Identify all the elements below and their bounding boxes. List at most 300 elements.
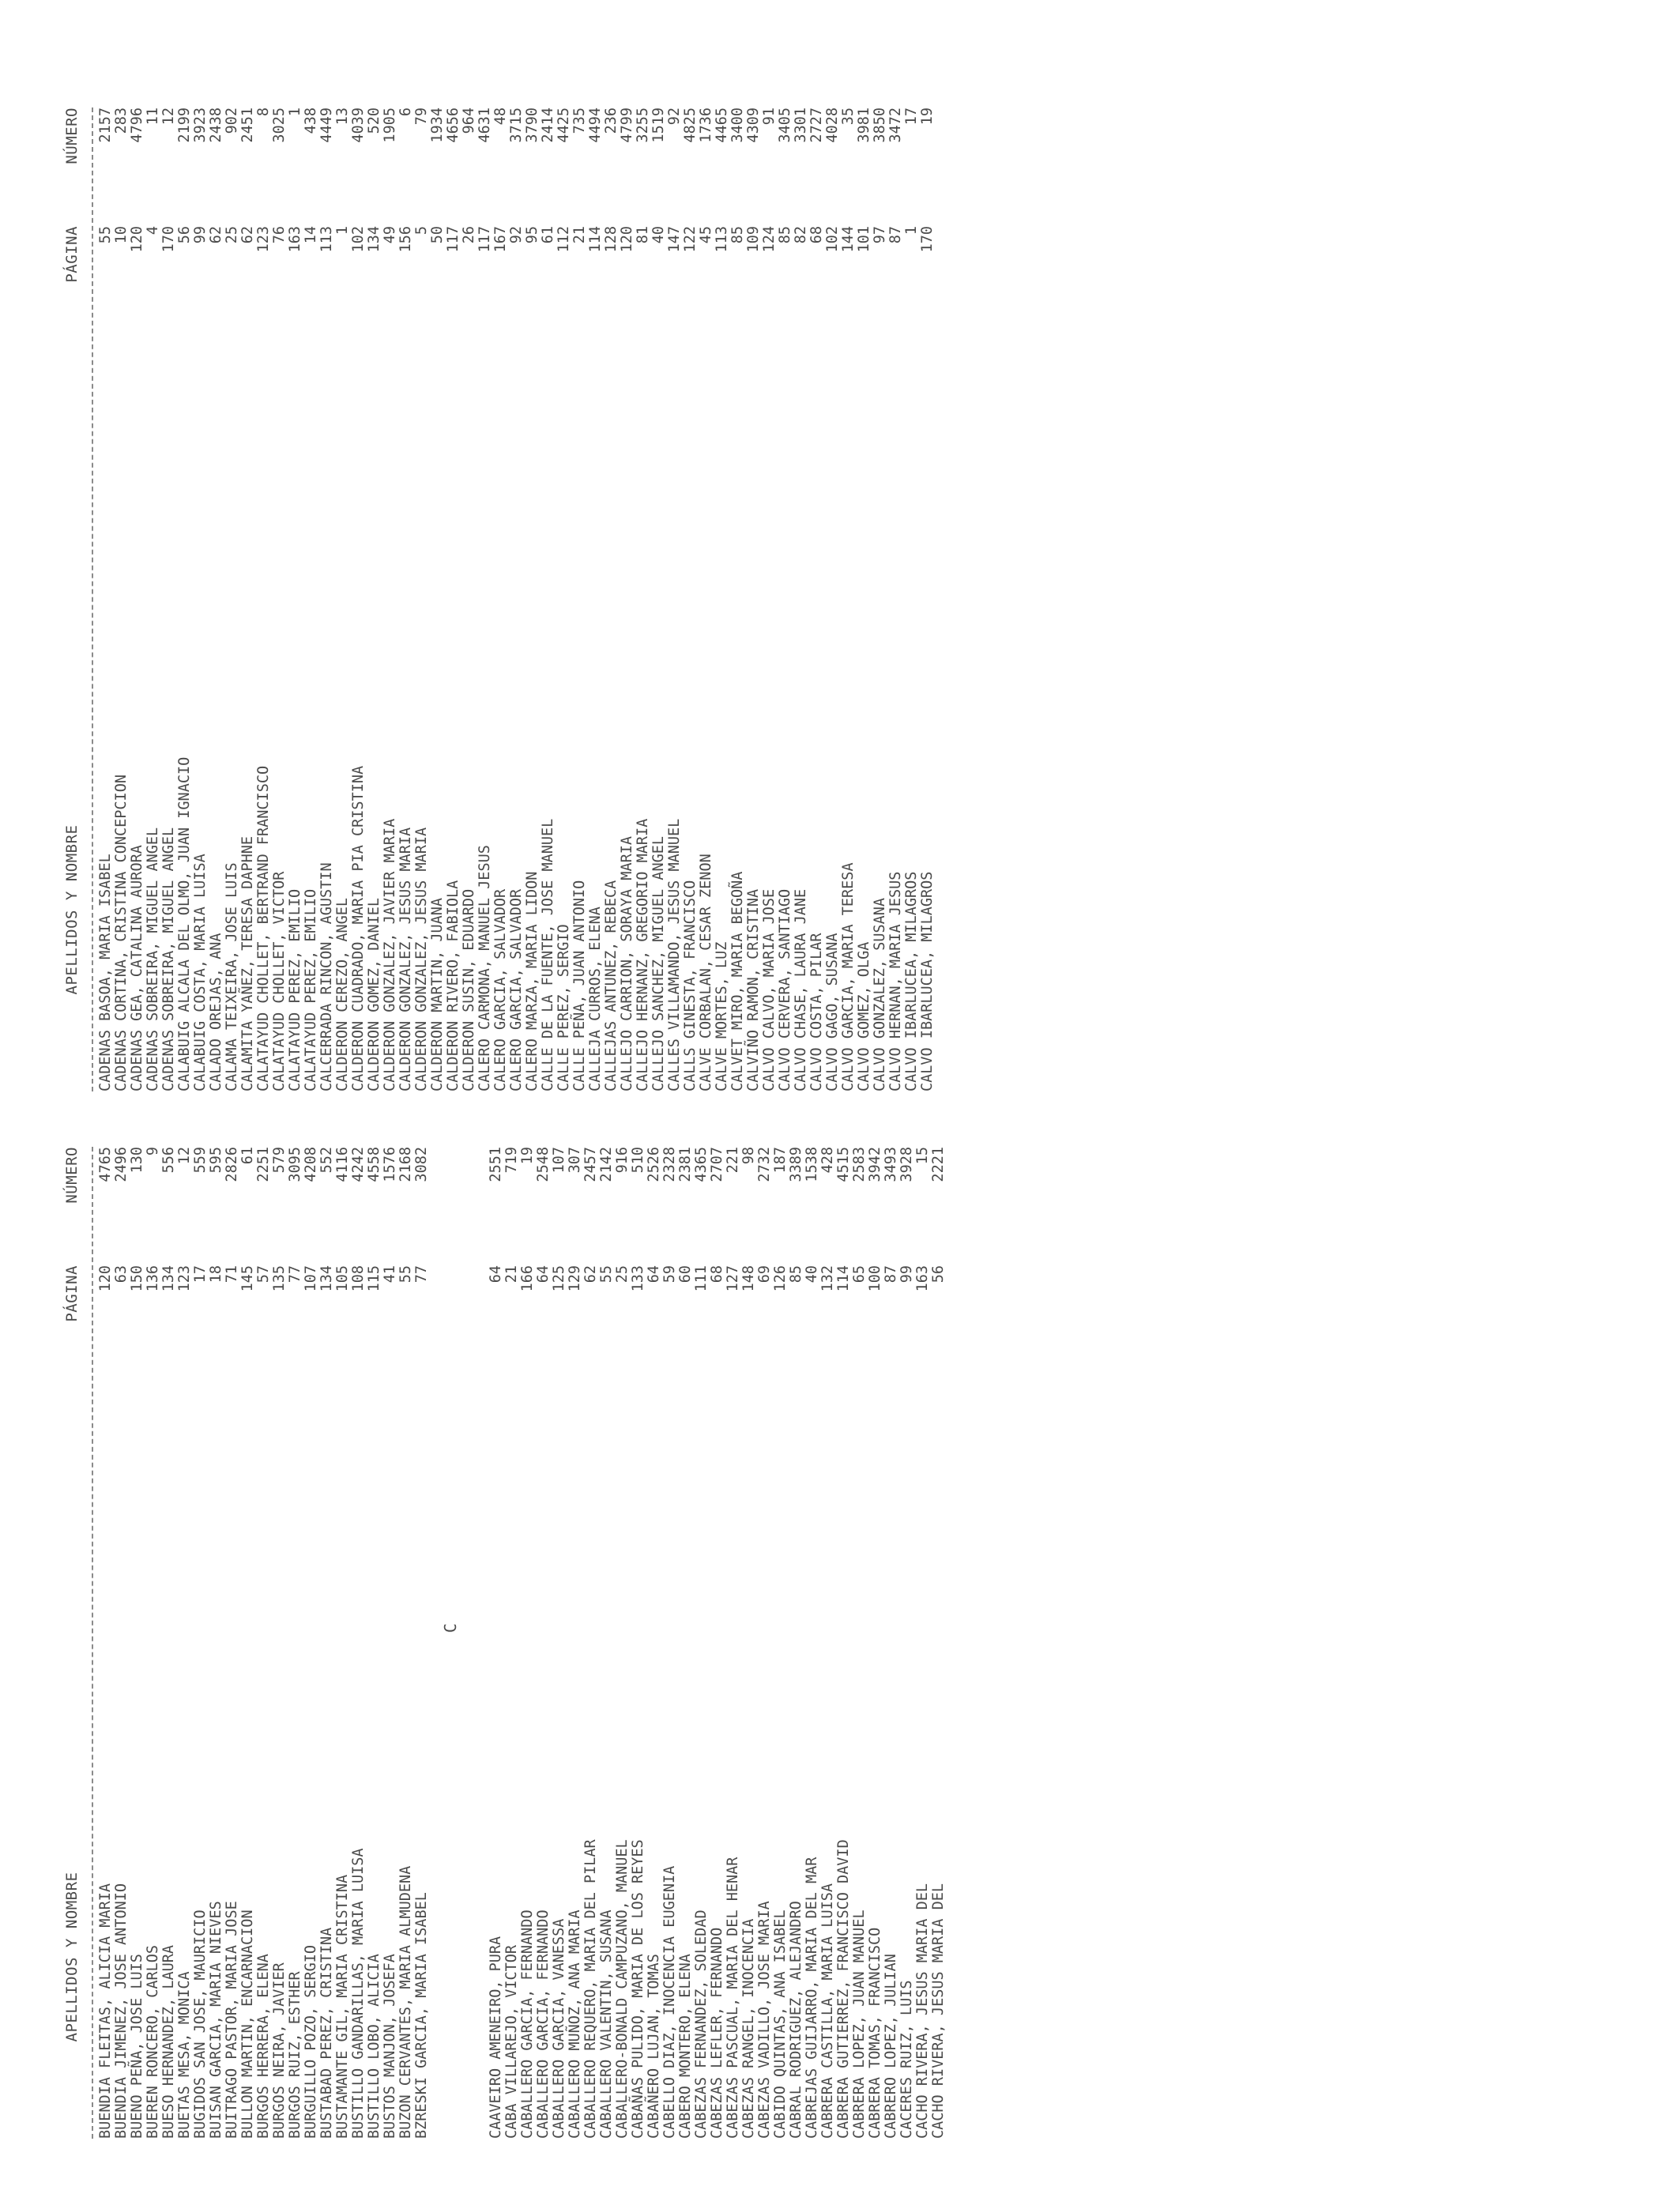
- header-name: APELLIDOS Y NOMBRE: [63, 824, 81, 995]
- entry-number: 552: [318, 1147, 335, 1174]
- entry-name: CABALLERO VALENTIN, SUSANA: [598, 1909, 615, 2139]
- header-number: NÚMERO: [63, 107, 81, 164]
- entry-name: CALDERON GONZALEZ, JAVIER MARIA: [382, 818, 398, 1091]
- entry-page: 87: [887, 226, 904, 244]
- entry-number: 8: [255, 107, 272, 117]
- list-item: [804, 1147, 820, 2139]
- entry-name: CABREJAS GUIJARRO, MARIA DEL MAR: [804, 1857, 820, 2139]
- entry-name: CALVO HERNAN, MARIA JESUS: [887, 871, 904, 1091]
- entry-number: 3928: [898, 1147, 915, 1182]
- entry-name: CALAMA TEIXEIRA, JOSE LUIS: [224, 862, 240, 1091]
- list-item: [741, 1147, 757, 2139]
- entry-number: 3981: [856, 107, 872, 143]
- entry-page: 77: [287, 1265, 303, 1284]
- entry-number: 283: [113, 107, 130, 134]
- entry-number: 92: [666, 107, 683, 126]
- entry-page: 132: [819, 1265, 836, 1292]
- list-item: [714, 107, 730, 1091]
- entry-name: BUENO PEÑA, JOSE LUIS: [129, 1954, 145, 2139]
- list-item: [920, 107, 936, 1091]
- list-item: [825, 107, 841, 1091]
- entry-number: 3095: [287, 1147, 303, 1182]
- entry-number: 2157: [97, 107, 114, 143]
- entry-page: 61: [540, 226, 556, 244]
- entry-name: CABELLO DIAZ, INOCENCIA EUGENIA: [661, 1865, 678, 2139]
- entry-page: 170: [160, 226, 177, 253]
- list-item: [351, 1147, 367, 2139]
- entry-page: 25: [224, 226, 240, 244]
- list-item: [335, 1147, 351, 2139]
- entry-page: 156: [397, 226, 414, 253]
- list-item: [488, 1147, 504, 2139]
- entries-list-b: [98, 1147, 430, 2139]
- list-item: [651, 107, 667, 1091]
- entry-page: 144: [840, 226, 857, 253]
- entry-page: 81: [635, 226, 651, 244]
- entry-name: BUITRAGO PASTOR, MARIA JOSE: [224, 1901, 240, 2139]
- entry-number: 2727: [808, 107, 825, 143]
- entry-page: 102: [350, 226, 367, 253]
- entry-name: BUENDIA FLEITAS, ALICIA MARIA: [97, 1883, 114, 2139]
- list-item: [710, 1147, 725, 2139]
- entry-name: CALERO CARMONA, MANUEL JESUS: [477, 845, 493, 1091]
- entry-number: 12: [176, 1147, 193, 1165]
- entry-page: 62: [582, 1265, 599, 1284]
- list-item: [130, 107, 145, 1091]
- entry-page: 62: [208, 226, 224, 244]
- entry-name: CABALLERO-BONALD CAMPUZANO, MANUEL: [614, 1839, 631, 2139]
- entry-number: 559: [192, 1147, 209, 1174]
- list-item: [351, 107, 367, 1091]
- entry-number: 9: [145, 1147, 161, 1156]
- entry-number: 2438: [208, 107, 224, 143]
- list-item: [757, 1147, 773, 2139]
- entry-page: 25: [614, 1265, 631, 1284]
- entry-number: 1576: [382, 1147, 398, 1182]
- list-item: [335, 107, 351, 1091]
- list-item: [868, 1147, 883, 2139]
- list-item: [272, 1147, 288, 2139]
- entry-name: CABRERA CASTILLA, MARIA LUISA: [819, 1883, 836, 2139]
- entry-number: 1519: [650, 107, 667, 143]
- entry-name: CALERO GARCIA, SALVADOR: [492, 888, 509, 1091]
- entry-name: CABA VILLAREJO, VICTOR: [503, 1944, 520, 2139]
- list-item: [367, 107, 382, 1091]
- entry-page: 65: [851, 1265, 868, 1284]
- entry-number: 98: [740, 1147, 757, 1165]
- entry-number: 236: [603, 107, 620, 134]
- entry-number: 4558: [366, 1147, 382, 1182]
- list-item: [820, 1147, 836, 2139]
- entry-name: CALADO OREJAS, ANA: [208, 933, 224, 1091]
- entry-name: BUSTILLO LOBO, ALICIA: [366, 1954, 382, 2139]
- entry-name: CALLE PEÑA, JUAN ANTONIO: [571, 880, 588, 1091]
- entry-page: 101: [856, 226, 872, 253]
- list-item: [256, 1147, 272, 2139]
- entry-number: 2251: [255, 1147, 272, 1182]
- entry-page: 125: [551, 1265, 567, 1292]
- list-item: [631, 1147, 646, 2139]
- entry-number: 2414: [540, 107, 556, 143]
- list-item: [615, 1147, 631, 2139]
- entry-page: 134: [366, 226, 382, 253]
- entry-number: 3389: [788, 1147, 804, 1182]
- list-item: [504, 1147, 520, 2139]
- entry-page: 128: [603, 226, 620, 253]
- entry-name: CALDERON GOMEZ, DANIEL: [366, 897, 382, 1091]
- section-heading: [430, 1147, 473, 2139]
- entry-number: 35: [840, 107, 857, 126]
- list-item: [288, 1147, 303, 2139]
- entry-name: CALCERRADA RINCON, AGUSTIN: [318, 862, 335, 1091]
- entry-name: CALDERON MARTIN, JUANA: [429, 897, 446, 1091]
- entry-name: BUGIDOS SAN JOSE, MAURICIO: [192, 1909, 209, 2139]
- list-item: [224, 1147, 240, 2139]
- entry-page: 56: [930, 1265, 947, 1284]
- list-item: [193, 1147, 209, 2139]
- entry-number: 13: [334, 107, 351, 126]
- entry-name: CALDERON RIVERO, FABIOLA: [445, 880, 461, 1091]
- entry-number: 3025: [271, 107, 288, 143]
- list-item: [583, 1147, 599, 2139]
- entries-list-right: [98, 107, 936, 1091]
- entry-name: CALLES VILLAMANDO, JESUS MANUEL: [666, 818, 683, 1091]
- list-item: [398, 1147, 414, 2139]
- list-item: [414, 1147, 430, 2139]
- list-item: [883, 1147, 899, 2139]
- list-item: [793, 107, 809, 1091]
- column-header: [63, 107, 92, 1091]
- entry-name: CALLS GINESTA, FRANCISCO: [682, 880, 699, 1091]
- list-item: [694, 1147, 710, 2139]
- list-item: [678, 1147, 694, 2139]
- list-item: [852, 1147, 868, 2139]
- entry-name: CABAÑERO LUJAN, TOMAS: [646, 1954, 662, 2139]
- list-item: [778, 107, 793, 1091]
- column-header: [63, 1147, 92, 2139]
- entry-page: 114: [835, 1265, 852, 1292]
- entry-page: 17: [192, 1265, 209, 1284]
- entry-number: 4116: [334, 1147, 351, 1182]
- entry-name: CACHO RIVERA, JESUS MARIA DEL: [930, 1883, 947, 2139]
- entry-page: 87: [883, 1265, 899, 1284]
- list-item: [114, 107, 130, 1091]
- entry-page: 45: [698, 226, 714, 244]
- list-item: [193, 107, 209, 1091]
- list-item: [872, 107, 888, 1091]
- entry-page: 113: [318, 226, 335, 253]
- entry-page: 59: [661, 1265, 678, 1284]
- entry-name: CALVO GARCIA, MARIA TERESA: [840, 862, 857, 1091]
- list-item: [789, 1147, 804, 2139]
- entry-number: 964: [461, 107, 477, 134]
- entry-name: CALVO IBARLUCEA, MILAGROS: [919, 871, 936, 1091]
- entry-page: 115: [366, 1265, 382, 1292]
- entry-name: CALLE PEREZ, SERGIO: [556, 924, 572, 1091]
- entry-page: 109: [745, 226, 762, 253]
- entries-list-c: [488, 1147, 947, 2139]
- entry-number: 4365: [693, 1147, 710, 1182]
- entry-page: 60: [677, 1265, 694, 1284]
- entry-number: 735: [571, 107, 588, 134]
- entry-name: CALDERON SUSIN, EDUARDO: [461, 888, 477, 1091]
- list-item: [367, 1147, 382, 2139]
- entry-page: 99: [192, 226, 209, 244]
- entry-name: BUSTILLO GANDARILLAS, MARIA LUISA: [350, 1848, 367, 2139]
- list-item: [567, 1147, 583, 2139]
- list-item: [572, 107, 588, 1091]
- list-item: [303, 1147, 319, 2139]
- entry-name: CABEZAS VADILLO, JOSE MARIA: [756, 1901, 773, 2139]
- entry-number: 3255: [635, 107, 651, 143]
- entry-number: 3493: [883, 1147, 899, 1182]
- list-item: [536, 1147, 552, 2139]
- list-item: [556, 107, 572, 1091]
- entry-name: CABEZAS PASCUAL, MARIA DEL HENAR: [725, 1857, 741, 2139]
- header-rule: [92, 107, 93, 1091]
- entry-name: CALLEJAS ANTUNEZ, REBECA: [603, 880, 620, 1091]
- entry-name: CALABUIG ALCALA DEL OLMO, JUAN IGNACIO: [176, 756, 193, 1091]
- list-item: [604, 107, 620, 1091]
- entry-page: 120: [619, 226, 635, 253]
- entry-page: 124: [761, 226, 778, 253]
- entry-name: CALVET MIRO, MARIA BEGOÑA: [729, 871, 746, 1091]
- entry-number: 12: [160, 107, 177, 126]
- list-item: [588, 107, 604, 1091]
- list-item: [114, 1147, 130, 2139]
- entry-page: 69: [756, 1265, 773, 1284]
- entry-name: CALVO CHASE, LAURA JANE: [793, 888, 809, 1091]
- entry-number: 916: [614, 1147, 631, 1174]
- list-item: [841, 107, 857, 1091]
- right-column: [63, 107, 936, 1091]
- list-item: [773, 1147, 789, 2139]
- list-item: [382, 107, 398, 1091]
- list-item: [130, 1147, 145, 2139]
- entry-name: CALLEJO HERNANZ, GREGORIO MARIA: [635, 818, 651, 1091]
- entry-name: CALVIÑO RAMON, CRISTINA: [745, 888, 762, 1091]
- entry-name: CALLEJO SANCHEZ, MIGUEL ANGEL: [650, 835, 667, 1091]
- entry-page: 49: [382, 226, 398, 244]
- entry-name: BUENDIA JIMENEZ, JOSE ANTONIO: [113, 1883, 130, 2139]
- entry-page: 127: [725, 1265, 741, 1292]
- entry-name: CALDERON GONZALEZ, JESUS MARIA: [397, 827, 414, 1091]
- entry-number: 2457: [582, 1147, 599, 1182]
- entry-number: 4765: [97, 1147, 114, 1182]
- list-item: [635, 107, 651, 1091]
- list-item: [857, 107, 872, 1091]
- header-page: PÁGINA: [63, 226, 81, 283]
- entry-name: CADENAS SOBREIRA, MIGUEL ANGEL: [145, 827, 161, 1091]
- entry-page: 50: [429, 226, 446, 244]
- entry-number: 4449: [318, 107, 335, 143]
- entry-number: 556: [160, 1147, 177, 1174]
- entry-number: 2451: [239, 107, 256, 143]
- entry-page: 85: [788, 1265, 804, 1284]
- entry-page: 64: [488, 1265, 504, 1284]
- entry-name: BUZON CERVANTES, MARIA ALMUDENA: [397, 1865, 414, 2139]
- entry-number: 4825: [682, 107, 699, 143]
- entry-name: CABALLERO GARCIA, VANESSA: [551, 1918, 567, 2139]
- entry-name: BURGOS RUIZ, ESTHER: [287, 1971, 303, 2139]
- entry-number: 11: [145, 107, 161, 126]
- list-item: [382, 1147, 398, 2139]
- entry-name: CALVO IBARLUCEA, MILAGROS: [903, 871, 920, 1091]
- list-item: [209, 1147, 224, 2139]
- list-item: [899, 1147, 915, 2139]
- entry-number: 579: [271, 1147, 288, 1174]
- entry-name: CAAVEIRO AMENEIRO, PURA: [488, 1936, 504, 2139]
- entry-number: 48: [492, 107, 509, 126]
- entry-name: CALATAYUD CHOLLET, BERTRAND FRANCISCO: [255, 765, 272, 1091]
- entry-page: 99: [898, 1265, 915, 1284]
- list-item: [699, 107, 714, 1091]
- left-column: [63, 1147, 947, 2139]
- entry-page: 105: [334, 1265, 351, 1292]
- list-item: [541, 107, 556, 1091]
- list-item: [836, 1147, 852, 2139]
- entry-page: 112: [556, 226, 572, 253]
- entry-number: 307: [567, 1147, 583, 1174]
- list-item: [552, 1147, 567, 2139]
- entry-number: 4309: [745, 107, 762, 143]
- entry-name: CADENAS CORTINA, CRISTINA CONCEPCION: [113, 775, 130, 1091]
- entry-page: 120: [97, 1265, 114, 1292]
- entry-page: 85: [729, 226, 746, 244]
- entry-number: 1736: [698, 107, 714, 143]
- entry-name: CABALLERO GARCIA, FERNANDO: [519, 1909, 536, 2139]
- list-item: [414, 107, 430, 1091]
- entry-page: 107: [303, 1265, 319, 1292]
- entry-number: 1905: [382, 107, 398, 143]
- entry-number: 3923: [192, 107, 209, 143]
- entry-number: 4515: [835, 1147, 852, 1182]
- entry-page: 55: [598, 1265, 615, 1284]
- entry-name: CABIDO QUINTAS, ANA ISABEL: [772, 1909, 789, 2139]
- entry-page: 63: [113, 1265, 130, 1284]
- entry-page: 85: [777, 226, 793, 244]
- entry-number: 221: [725, 1147, 741, 1174]
- entry-name: CABRERA LOPEZ, JUAN MANUEL: [851, 1909, 868, 2139]
- entry-page: 55: [397, 1265, 414, 1284]
- list-item: [509, 107, 525, 1091]
- list-item: [667, 107, 683, 1091]
- entry-number: 4796: [129, 107, 145, 143]
- entry-number: 2583: [851, 1147, 868, 1182]
- entry-name: CALVO CERVERA, SANTIAGO: [777, 888, 793, 1091]
- list-item: [288, 107, 303, 1091]
- entry-number: 719: [503, 1147, 520, 1174]
- entry-name: CACERES RUIZ, LUIS: [898, 1980, 915, 2139]
- entry-name: CABRERO LOPEZ, JULIAN: [883, 1954, 899, 2139]
- entry-number: 19: [919, 107, 936, 126]
- entry-name: CABRERA TOMAS, FRANCISCO: [867, 1927, 883, 2139]
- entry-page: 135: [271, 1265, 288, 1292]
- entry-number: 4208: [303, 1147, 319, 1182]
- entry-page: 136: [145, 1265, 161, 1292]
- entry-page: 26: [461, 226, 477, 244]
- list-item: [725, 1147, 741, 2139]
- entry-number: 595: [208, 1147, 224, 1174]
- entry-number: 3301: [793, 107, 809, 143]
- entry-page: 150: [129, 1265, 145, 1292]
- entry-page: 102: [824, 226, 841, 253]
- entry-number: 61: [239, 1147, 256, 1165]
- entry-name: BUSTAMANTE GIL, MARIA CRISTINA: [334, 1874, 351, 2139]
- list-item: [520, 1147, 536, 2139]
- entry-number: 2551: [488, 1147, 504, 1182]
- entry-number: 3790: [524, 107, 541, 143]
- entry-number: 2826: [224, 1147, 240, 1182]
- entry-number: 1934: [429, 107, 446, 143]
- list-item: [746, 107, 762, 1091]
- entry-page: 95: [524, 226, 541, 244]
- entry-page: 55: [97, 226, 114, 244]
- entry-name: CABEZAS RANGEL, INOCENCIA: [740, 1918, 757, 2139]
- list-item: [683, 107, 699, 1091]
- entry-page: 148: [740, 1265, 757, 1292]
- entry-name: BURGOS NEIRA, JAVIER: [271, 1962, 288, 2139]
- list-item: [525, 107, 541, 1091]
- entry-number: 2199: [176, 107, 193, 143]
- list-item: [256, 107, 272, 1091]
- entry-number: 19: [519, 1147, 536, 1165]
- entry-page: 166: [519, 1265, 536, 1292]
- entry-name: CALLEJA CURROS, ELENA: [587, 907, 604, 1091]
- entry-name: CACHO RIVERA, JESUS MARIA DEL: [914, 1883, 931, 2139]
- list-item: [161, 1147, 177, 2139]
- entry-page: 134: [160, 1265, 177, 1292]
- entry-name: CABERO MONTERO, ELENA: [677, 1954, 694, 2139]
- entry-name: CABEZAS LEFLER, FERNANDO: [709, 1927, 725, 2139]
- entry-page: 64: [535, 1265, 552, 1284]
- entry-number: 107: [551, 1147, 567, 1174]
- header-page: PÁGINA: [63, 1265, 81, 1322]
- entry-name: BUESO HERNANDEZ, LAURA: [160, 1944, 177, 2139]
- entry-page: 92: [508, 226, 525, 244]
- list-item: [177, 107, 193, 1091]
- entry-number: 4028: [824, 107, 841, 143]
- section-letter: C: [441, 1623, 460, 1633]
- entry-number: 2548: [535, 1147, 552, 1182]
- entry-page: 1: [334, 226, 351, 236]
- entry-page: 122: [682, 226, 699, 253]
- entry-name: BUISAN GARCIA, MARIA NIEVES: [208, 1901, 224, 2139]
- entry-page: 68: [808, 226, 825, 244]
- entry-number: 4631: [477, 107, 493, 143]
- entry-page: 129: [567, 1265, 583, 1292]
- entry-page: 5: [413, 226, 430, 236]
- entry-name: BUSTABAD PEREZ, CRISTINA: [318, 1927, 335, 2139]
- entry-number: 15: [914, 1147, 931, 1165]
- list-item: [98, 1147, 114, 2139]
- entry-name: BUETAS MESA, MONICA: [176, 1971, 193, 2139]
- list-item: [145, 107, 161, 1091]
- entry-number: 2221: [930, 1147, 947, 1182]
- entry-number: 4494: [587, 107, 604, 143]
- entry-name: CALVO GONZALEZ, SUSANA: [872, 897, 888, 1091]
- entry-number: 3400: [729, 107, 746, 143]
- list-item: [477, 107, 493, 1091]
- list-item: [620, 107, 635, 1091]
- entry-page: 21: [571, 226, 588, 244]
- list-item: [224, 107, 240, 1091]
- list-item: [145, 1147, 161, 2139]
- entry-page: 111: [693, 1265, 710, 1292]
- entry-number: 4039: [350, 107, 367, 143]
- entry-name: CALABUIG COSTA, MARIA LUISA: [192, 854, 209, 1091]
- list-item: [662, 1147, 678, 2139]
